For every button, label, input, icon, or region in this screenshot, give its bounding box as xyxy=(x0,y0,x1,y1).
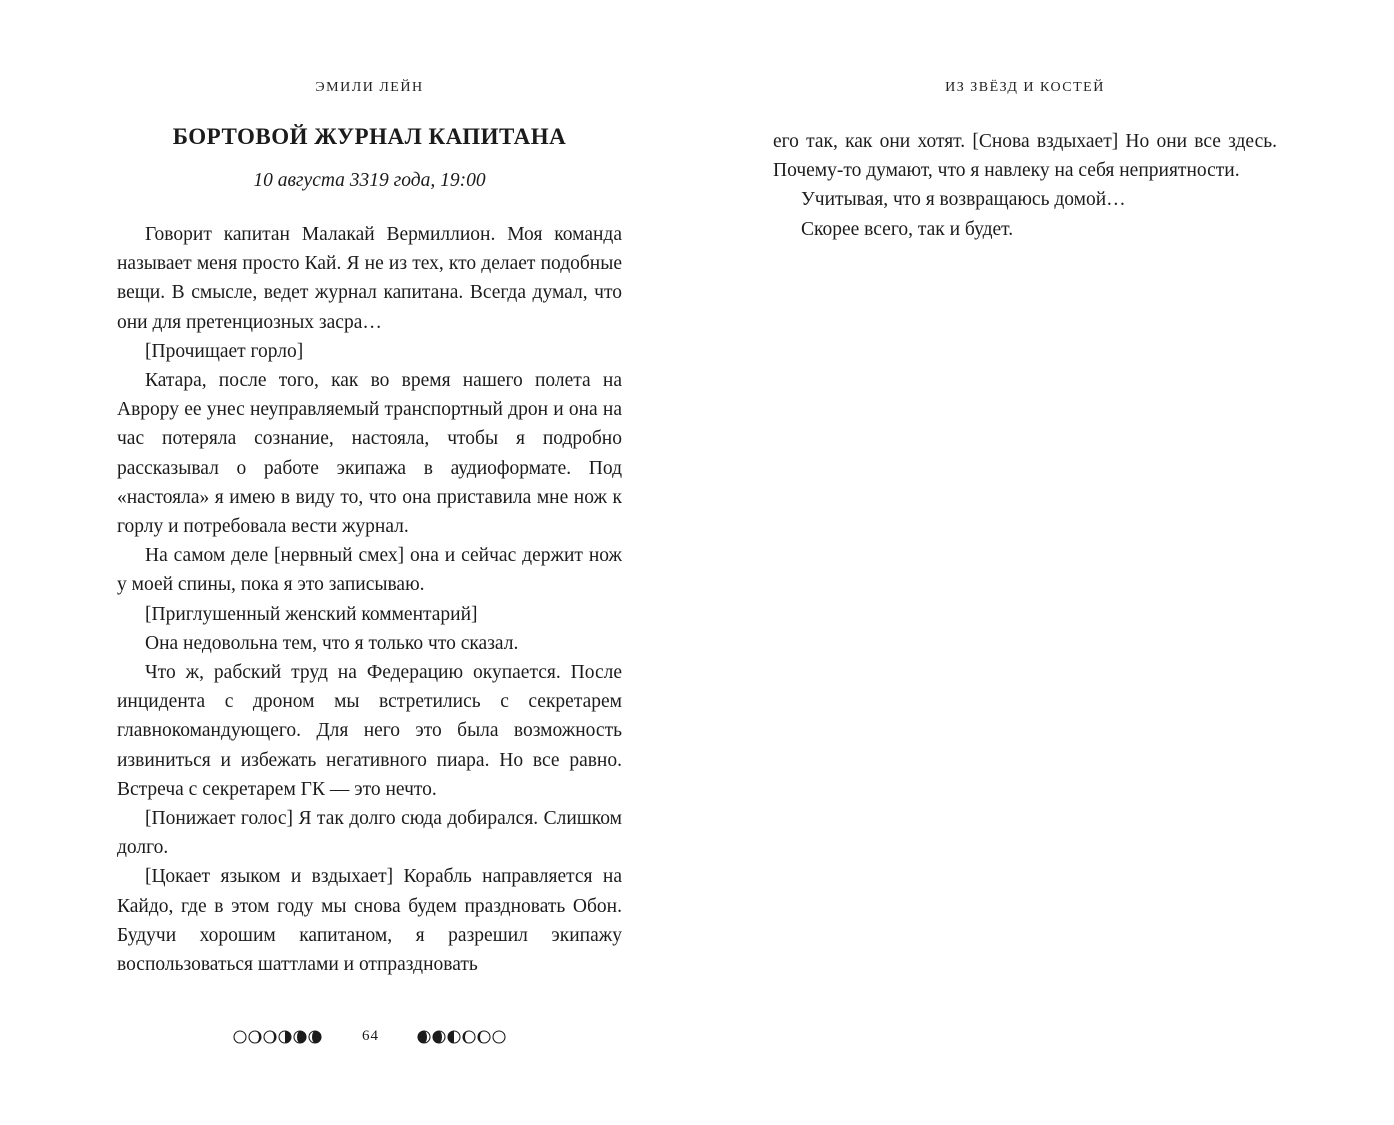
right-page xyxy=(697,0,1394,1125)
right-text-block xyxy=(773,127,1277,244)
waxing-crescent-icon xyxy=(263,1030,277,1044)
running-head-author: ЭМИЛИ ЛЕЙН xyxy=(315,80,424,95)
paragraph: Катара, после того, как во время нашего полета на Аврору ее унес неуправляемый транспортный дрон и она на час потеряла сознание, настояла, чтобы я подробно рассказывал о работе экипажа в аудиоформате. Под «настояла» я имею в виду то, что она приставила мне нож к горлу и потребовала вести журнал. xyxy=(117,370,622,538)
moon-phases-right xyxy=(417,1030,506,1044)
paragraph: Говорит капитан Малакай Вермиллион. Моя команда называет меня просто Кай. Я не из тех, кто делает подобные вещи. В смысле, ведет журнал капитана. Всегда думал, что они для претенциозных засра… xyxy=(117,224,622,333)
waning-crescent-icon xyxy=(462,1030,476,1044)
new-moon-icon xyxy=(233,1030,247,1044)
waxing-gibbous-icon xyxy=(308,1030,322,1044)
chapter-date: 10 августа 3319 года, 19:00 xyxy=(253,170,486,191)
paragraph: На самом деле [нервный смех] она и сейчас держит нож у моей спины, пока я это записываю. xyxy=(117,545,622,596)
waning-gibbous-icon xyxy=(432,1030,446,1044)
waxing-crescent-icon xyxy=(248,1030,262,1044)
running-head-title: ИЗ ЗВЁЗД И КОСТЕЙ xyxy=(945,80,1105,95)
new-moon-icon xyxy=(492,1030,506,1044)
waning-gibbous-icon xyxy=(417,1030,431,1044)
paragraph: Она недовольна тем, что я только что сказал. xyxy=(145,632,519,654)
paragraph: [Понижает голос] Я так долго сюда добирался. Слишком долго. xyxy=(117,808,622,859)
waxing-gibbous-icon xyxy=(293,1030,307,1044)
chapter-title: БОРТОВОЙ ЖУРНАЛ КАПИТАНА xyxy=(172,124,567,149)
first-quarter-icon xyxy=(278,1030,292,1044)
paragraph: [Цокает языком и вздыхает] Корабль направляется на Кайдо, где в этом году мы снова будем праздновать Обон. Будучи хорошим капитаном, я разрешил экипажу воспользоваться шаттлами и отпраздновать xyxy=(117,866,622,976)
third-quarter-icon xyxy=(447,1030,461,1044)
page-footer xyxy=(117,1028,622,1045)
paragraph: его так, как они хотят. [Снова вздыхает] Но они все здесь. Почему-то думают, что я навлеку на себя неприятности. xyxy=(773,131,1277,182)
paragraph: Скорее всего, так и будет. xyxy=(801,218,1014,240)
moon-phases-left xyxy=(233,1030,322,1044)
left-text-block xyxy=(117,220,622,979)
waning-crescent-icon xyxy=(477,1030,491,1044)
page-number: 64 xyxy=(362,1028,379,1044)
paragraph: [Приглушенный женский комментарий] xyxy=(145,603,478,625)
paragraph: Учитывая, что я возвращаюсь домой… xyxy=(801,189,1126,211)
paragraph: [Прочищает горло] xyxy=(145,340,304,362)
paragraph: Что ж, рабский труд на Федерацию окупается. После инцидента с дроном мы встретились с секретарем главнокомандующего. Для него это была возможность извиниться и избежать негативного пиара. Но все равно. Встреча с секретарем ГК — это нечто. xyxy=(117,662,622,800)
